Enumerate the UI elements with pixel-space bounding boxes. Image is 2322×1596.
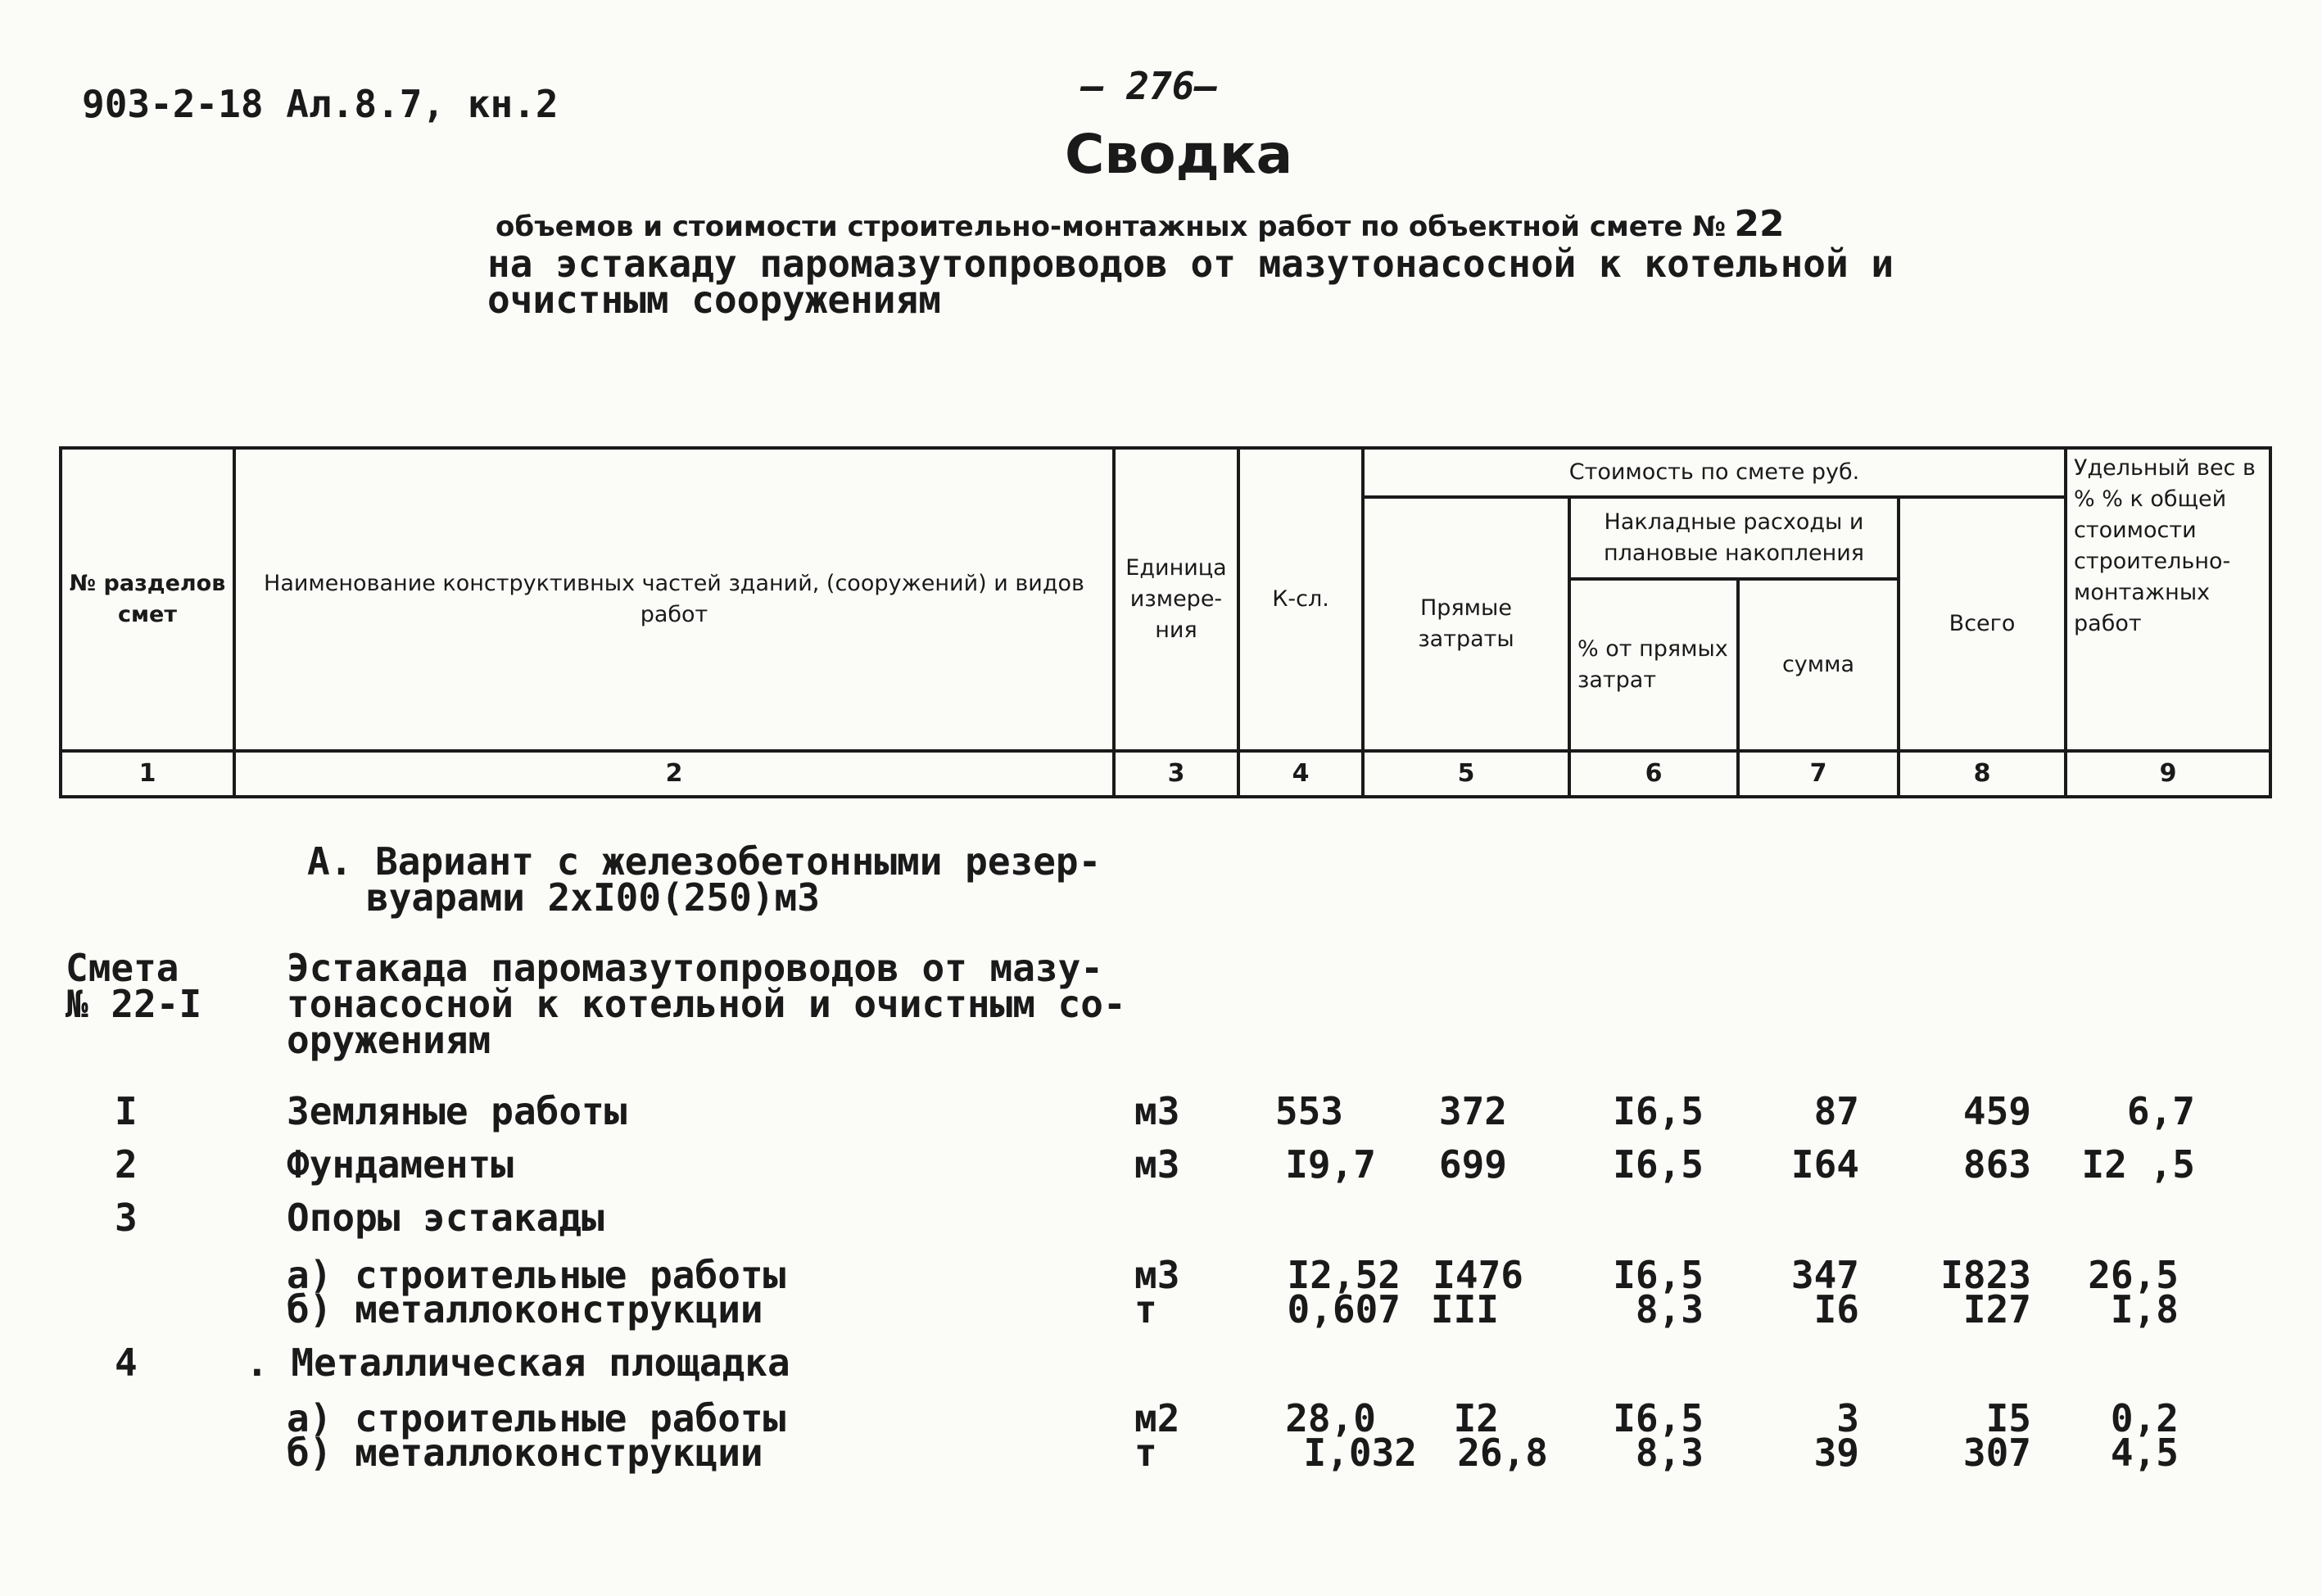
row-unit: м3 xyxy=(1134,1142,1180,1187)
variant-line-2: вуарами 2хI00(250)м3 xyxy=(366,875,820,920)
header-col2: Наименование конструктивных частей зданий, (сооружений) и видов работ xyxy=(234,448,1114,751)
page-number: — 276— xyxy=(1081,64,1218,108)
row-num: I xyxy=(115,1089,138,1133)
subtitle-text: объемов и стоимости строительно-монтажных работ по объектной смете № xyxy=(496,210,1727,243)
row-qty: I,032 xyxy=(1303,1431,1417,1475)
row-name: . Металлическая площадка xyxy=(246,1341,790,1385)
smeta-label xyxy=(66,946,202,1026)
object-line-2: очистным сооружениям xyxy=(487,278,941,322)
row-sum: 347 xyxy=(1790,1253,1859,1297)
row-pct: I6,5 xyxy=(1613,1142,1704,1187)
row-direct: 699 xyxy=(1438,1142,1507,1187)
variant-heading xyxy=(307,839,1102,920)
row-name: Земляные работы xyxy=(287,1089,627,1133)
row-qty: 0,607 xyxy=(1287,1287,1401,1332)
header-cost-group: Стоимость по смете руб. xyxy=(1363,448,2066,497)
row-direct: III xyxy=(1430,1287,1499,1332)
object-line-1: на эстакаду паромазутопроводов от мазутонасосной к котельной и xyxy=(487,242,1894,286)
row-weight: 0,2 xyxy=(2110,1396,2179,1440)
estimate-number: 22 xyxy=(1734,203,1785,245)
row-unit: т xyxy=(1134,1287,1157,1332)
subtitle xyxy=(496,203,1785,245)
col-number: 3 xyxy=(1114,751,1238,797)
row-pct: 8,3 xyxy=(1635,1431,1704,1475)
object-description xyxy=(487,242,1894,322)
row-sum: 39 xyxy=(1813,1431,1859,1475)
smeta-title xyxy=(287,946,1126,1062)
col-number: 1 xyxy=(61,751,234,797)
row-num: 4 xyxy=(115,1341,138,1385)
variant-line-1: А. Вариант с железобетонными резер- xyxy=(307,839,1102,884)
header-col4: К-сл. xyxy=(1238,448,1363,751)
row-name: Опоры эстакады xyxy=(287,1196,604,1240)
row-name: а) строительные работы xyxy=(287,1253,786,1297)
row-total: 307 xyxy=(1962,1431,2031,1475)
row-qty: I2,52 xyxy=(1287,1253,1401,1297)
row-total: I27 xyxy=(1962,1287,2031,1332)
col-number: 5 xyxy=(1363,751,1569,797)
header-col1: № разделов смет xyxy=(61,448,234,751)
row-total: I5 xyxy=(1985,1396,2031,1440)
row-weight: 26,5 xyxy=(2088,1253,2179,1297)
row-weight: I,8 xyxy=(2110,1287,2179,1332)
row-num: 2 xyxy=(115,1142,138,1187)
row-total: 863 xyxy=(1962,1142,2031,1187)
row-weight: 4,5 xyxy=(2110,1431,2179,1475)
row-unit: м2 xyxy=(1134,1396,1180,1440)
row-total: 459 xyxy=(1962,1089,2031,1133)
document-code: 903-2-18 Ал.8.7, кн.2 xyxy=(82,82,559,126)
row-unit: м3 xyxy=(1134,1089,1180,1133)
row-name: Фундаменты xyxy=(287,1142,514,1187)
row-qty: 28,0 xyxy=(1285,1396,1376,1440)
smeta-label-2: № 22-I xyxy=(66,982,202,1026)
page-title: Сводка xyxy=(1065,123,1293,186)
row-direct: 26,8 xyxy=(1457,1431,1548,1475)
row-sum: 3 xyxy=(1836,1396,1859,1440)
col-number: 4 xyxy=(1238,751,1363,797)
col-number: 2 xyxy=(234,751,1114,797)
row-name: б) металлоконструкции xyxy=(287,1431,763,1475)
row-direct: I476 xyxy=(1433,1253,1523,1297)
header-col5: Прямые затраты xyxy=(1363,497,1569,751)
row-pct: 8,3 xyxy=(1635,1287,1704,1332)
row-unit: т xyxy=(1134,1431,1157,1475)
header-overhead-group: Накладные расходы и плановые накопления xyxy=(1569,497,1899,579)
header-col7: сумма xyxy=(1738,579,1899,751)
col-number: 6 xyxy=(1569,751,1738,797)
row-qty: 553 xyxy=(1274,1089,1343,1133)
row-name: б) металлоконструкции xyxy=(287,1287,763,1332)
row-sum: 87 xyxy=(1813,1089,1859,1133)
col-number: 8 xyxy=(1899,751,2066,797)
header-col9: Удельный вес в % % к общей стоимости строительно-монтажных работ xyxy=(2066,448,2270,751)
header-table xyxy=(59,446,2272,798)
row-weight: I2 ,5 xyxy=(2081,1142,2195,1187)
header-col3: Единица измере-ния xyxy=(1114,448,1238,751)
smeta-title-3: оружениям xyxy=(287,1018,491,1062)
row-qty: I9,7 xyxy=(1285,1142,1376,1187)
smeta-title-1: Эстакада паромазутопроводов от мазу- xyxy=(287,946,1103,990)
row-num: 3 xyxy=(115,1196,138,1240)
row-pct: I6,5 xyxy=(1613,1089,1704,1133)
row-total: I823 xyxy=(1940,1253,2031,1297)
row-sum: I64 xyxy=(1790,1142,1859,1187)
row-unit: м3 xyxy=(1134,1253,1180,1297)
row-weight: 6,7 xyxy=(2126,1089,2195,1133)
row-name: а) строительные работы xyxy=(287,1396,786,1440)
header-col8: Всего xyxy=(1899,497,2066,751)
row-direct: 372 xyxy=(1438,1089,1507,1133)
row-direct: I2 xyxy=(1453,1396,1499,1440)
col-number: 9 xyxy=(2066,751,2270,797)
smeta-title-2: тонасосной к котельной и очистным со- xyxy=(287,982,1126,1026)
row-sum: I6 xyxy=(1813,1287,1859,1332)
col-number: 7 xyxy=(1738,751,1899,797)
smeta-label-1: Смета xyxy=(66,946,179,990)
row-pct: I6,5 xyxy=(1613,1396,1704,1440)
row-pct: I6,5 xyxy=(1613,1253,1704,1297)
header-col6: % от прямых затрат xyxy=(1569,579,1738,751)
